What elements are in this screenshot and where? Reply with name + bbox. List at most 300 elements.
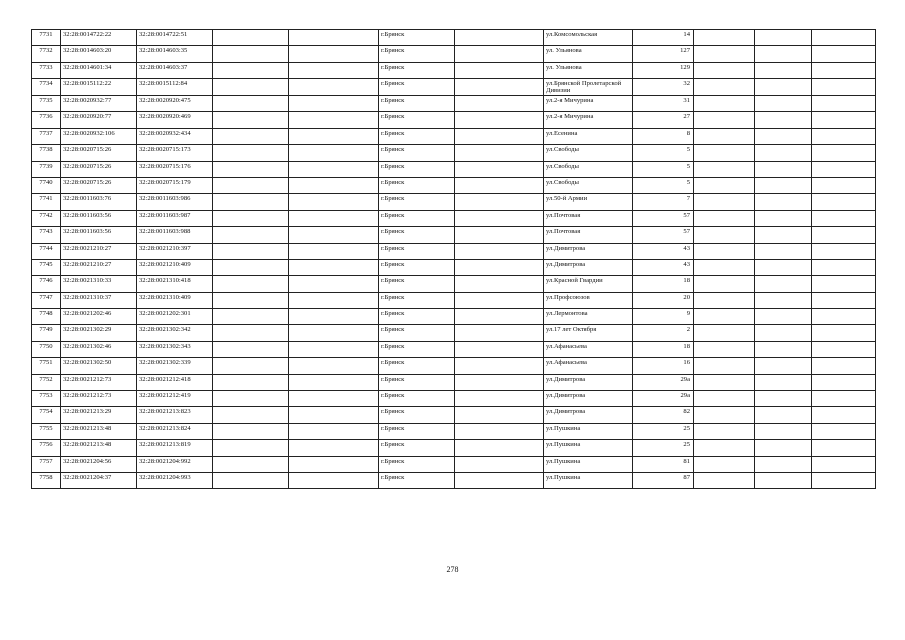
- register-table-body: [32, 30, 876, 489]
- house-number-cell: 25: [633, 440, 694, 456]
- row-number-cell: 7753: [32, 391, 61, 407]
- house-number-cell: 127: [633, 46, 694, 62]
- cadastral-number-cell: 32:28:0021302:46: [61, 341, 137, 357]
- empty-cell: [694, 145, 755, 161]
- row-number-cell: 7757: [32, 456, 61, 472]
- empty-cell: [455, 407, 544, 423]
- premise-cadastral-number-cell: 32:28:0020932:434: [137, 128, 213, 144]
- premise-cadastral-number-cell: 32:28:0020715:179: [137, 177, 213, 193]
- empty-cell: [289, 374, 379, 390]
- empty-cell: [213, 423, 289, 439]
- empty-cell: [455, 210, 544, 226]
- empty-cell: [812, 374, 876, 390]
- empty-cell: [455, 440, 544, 456]
- cadastral-number-cell: 32:28:0020920:77: [61, 112, 137, 128]
- empty-cell: [455, 62, 544, 78]
- table-row: [32, 259, 876, 275]
- cadastral-number-cell: 32:28:0021212:73: [61, 391, 137, 407]
- cadastral-number-cell: 32:28:0015112:22: [61, 79, 137, 96]
- row-number-cell: 7738: [32, 145, 61, 161]
- cadastral-number-cell: 32:28:0011603:56: [61, 210, 137, 226]
- cadastral-number-cell: 32:28:0021210:27: [61, 243, 137, 259]
- empty-cell: [812, 440, 876, 456]
- empty-cell: [213, 407, 289, 423]
- empty-cell: [213, 46, 289, 62]
- empty-cell: [213, 112, 289, 128]
- empty-cell: [812, 391, 876, 407]
- empty-cell: [812, 456, 876, 472]
- premise-cadastral-number-cell: 32:28:0014603:37: [137, 62, 213, 78]
- row-number-cell: 7734: [32, 79, 61, 96]
- house-number-cell: 82: [633, 407, 694, 423]
- empty-cell: [755, 79, 812, 96]
- cadastral-number-cell: 32:28:0020715:26: [61, 145, 137, 161]
- street-cell: ул.Почтовая: [544, 227, 633, 243]
- house-number-cell: 5: [633, 161, 694, 177]
- empty-cell: [213, 440, 289, 456]
- house-number-cell: 32: [633, 79, 694, 96]
- table-row: [32, 423, 876, 439]
- table-row: [32, 46, 876, 62]
- empty-cell: [755, 391, 812, 407]
- empty-cell: [289, 358, 379, 374]
- empty-cell: [812, 161, 876, 177]
- empty-cell: [694, 79, 755, 96]
- house-number-cell: 16: [633, 358, 694, 374]
- city-cell: г.Брянск: [379, 276, 455, 292]
- cadastral-number-cell: 32:28:0021213:29: [61, 407, 137, 423]
- empty-cell: [455, 276, 544, 292]
- table-row: [32, 243, 876, 259]
- city-cell: г.Брянск: [379, 374, 455, 390]
- city-cell: г.Брянск: [379, 391, 455, 407]
- table-row: [32, 341, 876, 357]
- street-cell: ул.Есенина: [544, 128, 633, 144]
- empty-cell: [455, 391, 544, 407]
- empty-cell: [213, 194, 289, 210]
- empty-cell: [213, 210, 289, 226]
- cadastral-number-cell: 32:28:0021213:48: [61, 423, 137, 439]
- empty-cell: [455, 259, 544, 275]
- city-cell: г.Брянск: [379, 243, 455, 259]
- empty-cell: [812, 276, 876, 292]
- empty-cell: [213, 358, 289, 374]
- city-cell: г.Брянск: [379, 227, 455, 243]
- street-cell: ул.Профсоюзов: [544, 292, 633, 308]
- city-cell: г.Брянск: [379, 325, 455, 341]
- empty-cell: [213, 79, 289, 96]
- empty-cell: [213, 243, 289, 259]
- empty-cell: [694, 112, 755, 128]
- house-number-cell: 129: [633, 62, 694, 78]
- empty-cell: [213, 292, 289, 308]
- empty-cell: [694, 309, 755, 325]
- empty-cell: [812, 96, 876, 112]
- row-number-cell: 7754: [32, 407, 61, 423]
- empty-cell: [812, 243, 876, 259]
- table-row: [32, 407, 876, 423]
- house-number-cell: 27: [633, 112, 694, 128]
- empty-cell: [694, 259, 755, 275]
- empty-cell: [694, 194, 755, 210]
- empty-cell: [755, 407, 812, 423]
- row-number-cell: 7733: [32, 62, 61, 78]
- premise-cadastral-number-cell: 32:28:0021212:419: [137, 391, 213, 407]
- table-row: [32, 62, 876, 78]
- house-number-cell: 8: [633, 128, 694, 144]
- empty-cell: [455, 325, 544, 341]
- street-cell: ул.Комсомольская: [544, 30, 633, 46]
- empty-cell: [812, 358, 876, 374]
- row-number-cell: 7751: [32, 358, 61, 374]
- street-cell: ул. Ульянова: [544, 62, 633, 78]
- table-row: [32, 112, 876, 128]
- empty-cell: [812, 145, 876, 161]
- empty-cell: [455, 161, 544, 177]
- empty-cell: [755, 276, 812, 292]
- premise-cadastral-number-cell: 32:28:0021302:339: [137, 358, 213, 374]
- row-number-cell: 7756: [32, 440, 61, 456]
- row-number-cell: 7735: [32, 96, 61, 112]
- street-cell: ул.Почтовая: [544, 210, 633, 226]
- empty-cell: [213, 309, 289, 325]
- empty-cell: [455, 30, 544, 46]
- empty-cell: [455, 46, 544, 62]
- row-number-cell: 7743: [32, 227, 61, 243]
- table-row: [32, 276, 876, 292]
- street-cell: ул.Лермонтова: [544, 309, 633, 325]
- empty-cell: [755, 259, 812, 275]
- empty-cell: [455, 374, 544, 390]
- cadastral-number-cell: 32:28:0020715:26: [61, 177, 137, 193]
- empty-cell: [455, 112, 544, 128]
- empty-cell: [694, 325, 755, 341]
- house-number-cell: 57: [633, 227, 694, 243]
- cadastral-number-cell: 32:28:0021204:56: [61, 456, 137, 472]
- house-number-cell: 29а: [633, 374, 694, 390]
- empty-cell: [455, 194, 544, 210]
- empty-cell: [755, 243, 812, 259]
- house-number-cell: 29а: [633, 391, 694, 407]
- empty-cell: [213, 30, 289, 46]
- row-number-cell: 7744: [32, 243, 61, 259]
- premise-cadastral-number-cell: 32:28:0021302:342: [137, 325, 213, 341]
- city-cell: г.Брянск: [379, 292, 455, 308]
- cadastral-number-cell: 32:28:0021212:73: [61, 374, 137, 390]
- empty-cell: [455, 79, 544, 96]
- premise-cadastral-number-cell: 32:28:0021204:992: [137, 456, 213, 472]
- city-cell: г.Брянск: [379, 341, 455, 357]
- empty-cell: [812, 62, 876, 78]
- row-number-cell: 7746: [32, 276, 61, 292]
- table-row: [32, 292, 876, 308]
- empty-cell: [812, 341, 876, 357]
- table-row: [32, 325, 876, 341]
- empty-cell: [213, 227, 289, 243]
- empty-cell: [694, 62, 755, 78]
- empty-cell: [755, 440, 812, 456]
- table-row: [32, 440, 876, 456]
- premise-cadastral-number-cell: 32:28:0014603:35: [137, 46, 213, 62]
- premise-cadastral-number-cell: 32:28:0021310:418: [137, 276, 213, 292]
- table-row: [32, 374, 876, 390]
- empty-cell: [755, 177, 812, 193]
- table-row: [32, 79, 876, 96]
- city-cell: г.Брянск: [379, 440, 455, 456]
- house-number-cell: 5: [633, 145, 694, 161]
- empty-cell: [694, 341, 755, 357]
- empty-cell: [812, 210, 876, 226]
- empty-cell: [694, 440, 755, 456]
- city-cell: г.Брянск: [379, 30, 455, 46]
- cadastral-number-cell: 32:28:0020715:26: [61, 161, 137, 177]
- premise-cadastral-number-cell: 32:28:0021213:819: [137, 440, 213, 456]
- empty-cell: [812, 423, 876, 439]
- table-row: [32, 30, 876, 46]
- premise-cadastral-number-cell: 32:28:0015112:84: [137, 79, 213, 96]
- street-cell: ул.Свободы: [544, 161, 633, 177]
- row-number-cell: 7758: [32, 473, 61, 489]
- cadastral-number-cell: 32:28:0021202:46: [61, 309, 137, 325]
- house-number-cell: 25: [633, 423, 694, 439]
- cadastral-number-cell: 32:28:0021302:29: [61, 325, 137, 341]
- city-cell: г.Брянск: [379, 259, 455, 275]
- city-cell: г.Брянск: [379, 473, 455, 489]
- city-cell: г.Брянск: [379, 423, 455, 439]
- city-cell: г.Брянск: [379, 128, 455, 144]
- empty-cell: [694, 391, 755, 407]
- cadastral-number-cell: 32:28:0021213:48: [61, 440, 137, 456]
- empty-cell: [213, 62, 289, 78]
- house-number-cell: 5: [633, 177, 694, 193]
- empty-cell: [289, 407, 379, 423]
- house-number-cell: 7: [633, 194, 694, 210]
- house-number-cell: 57: [633, 210, 694, 226]
- empty-cell: [755, 128, 812, 144]
- empty-cell: [289, 440, 379, 456]
- street-cell: ул.Пушкина: [544, 456, 633, 472]
- city-cell: г.Брянск: [379, 112, 455, 128]
- empty-cell: [812, 46, 876, 62]
- empty-cell: [812, 112, 876, 128]
- row-number-cell: 7740: [32, 177, 61, 193]
- cadastral-number-cell: 32:28:0021210:27: [61, 259, 137, 275]
- premise-cadastral-number-cell: 32:28:0021310:409: [137, 292, 213, 308]
- street-cell: ул. Ульянова: [544, 46, 633, 62]
- empty-cell: [289, 145, 379, 161]
- empty-cell: [289, 276, 379, 292]
- empty-cell: [755, 96, 812, 112]
- empty-cell: [213, 391, 289, 407]
- empty-cell: [694, 128, 755, 144]
- empty-cell: [289, 177, 379, 193]
- premise-cadastral-number-cell: 32:28:0021213:823: [137, 407, 213, 423]
- empty-cell: [694, 276, 755, 292]
- street-cell: ул.Димитрова: [544, 407, 633, 423]
- premise-cadastral-number-cell: 32:28:0014722:51: [137, 30, 213, 46]
- row-number-cell: 7732: [32, 46, 61, 62]
- empty-cell: [812, 177, 876, 193]
- street-cell: ул.Димитрова: [544, 391, 633, 407]
- cadastral-number-cell: 32:28:0011603:76: [61, 194, 137, 210]
- empty-cell: [812, 194, 876, 210]
- empty-cell: [455, 456, 544, 472]
- row-number-cell: 7755: [32, 423, 61, 439]
- empty-cell: [455, 128, 544, 144]
- register-table: [31, 29, 876, 489]
- empty-cell: [213, 259, 289, 275]
- empty-cell: [289, 325, 379, 341]
- cadastral-number-cell: 32:28:0011603:56: [61, 227, 137, 243]
- house-number-cell: 14: [633, 30, 694, 46]
- empty-cell: [289, 456, 379, 472]
- city-cell: г.Брянск: [379, 210, 455, 226]
- street-cell: ул.17 лет Октября: [544, 325, 633, 341]
- premise-cadastral-number-cell: 32:28:0020920:469: [137, 112, 213, 128]
- premise-cadastral-number-cell: 32:28:0021210:397: [137, 243, 213, 259]
- empty-cell: [694, 210, 755, 226]
- empty-cell: [455, 473, 544, 489]
- empty-cell: [755, 30, 812, 46]
- street-cell: ул.Красной Гвардии: [544, 276, 633, 292]
- empty-cell: [289, 473, 379, 489]
- empty-cell: [755, 194, 812, 210]
- empty-cell: [812, 473, 876, 489]
- city-cell: г.Брянск: [379, 177, 455, 193]
- table-row: [32, 145, 876, 161]
- empty-cell: [289, 391, 379, 407]
- street-cell: ул.50-й Армии: [544, 194, 633, 210]
- house-number-cell: 20: [633, 292, 694, 308]
- city-cell: г.Брянск: [379, 62, 455, 78]
- street-cell: ул.Афанасьева: [544, 358, 633, 374]
- premise-cadastral-number-cell: 32:28:0020715:176: [137, 161, 213, 177]
- row-number-cell: 7741: [32, 194, 61, 210]
- premise-cadastral-number-cell: 32:28:0021213:824: [137, 423, 213, 439]
- premise-cadastral-number-cell: 32:28:0020920:475: [137, 96, 213, 112]
- premise-cadastral-number-cell: 32:28:0011603:987: [137, 210, 213, 226]
- cadastral-number-cell: 32:28:0021204:37: [61, 473, 137, 489]
- empty-cell: [694, 227, 755, 243]
- empty-cell: [694, 423, 755, 439]
- city-cell: г.Брянск: [379, 96, 455, 112]
- empty-cell: [289, 309, 379, 325]
- empty-cell: [755, 62, 812, 78]
- empty-cell: [755, 423, 812, 439]
- empty-cell: [289, 292, 379, 308]
- street-cell: ул.Свободы: [544, 177, 633, 193]
- house-number-cell: 81: [633, 456, 694, 472]
- house-number-cell: 9: [633, 309, 694, 325]
- cadastral-number-cell: 32:28:0020932:77: [61, 96, 137, 112]
- house-number-cell: 18: [633, 341, 694, 357]
- table-row: [32, 177, 876, 193]
- house-number-cell: 18: [633, 276, 694, 292]
- empty-cell: [755, 46, 812, 62]
- empty-cell: [755, 456, 812, 472]
- empty-cell: [213, 276, 289, 292]
- empty-cell: [755, 325, 812, 341]
- empty-cell: [455, 145, 544, 161]
- empty-cell: [289, 194, 379, 210]
- empty-cell: [755, 112, 812, 128]
- empty-cell: [455, 227, 544, 243]
- row-number-cell: 7736: [32, 112, 61, 128]
- table-row: [32, 194, 876, 210]
- empty-cell: [755, 473, 812, 489]
- cadastral-number-cell: 32:28:0021310:37: [61, 292, 137, 308]
- empty-cell: [755, 309, 812, 325]
- city-cell: г.Брянск: [379, 46, 455, 62]
- house-number-cell: 43: [633, 243, 694, 259]
- empty-cell: [289, 96, 379, 112]
- empty-cell: [694, 473, 755, 489]
- empty-cell: [213, 325, 289, 341]
- premise-cadastral-number-cell: 32:28:0011603:986: [137, 194, 213, 210]
- row-number-cell: 7749: [32, 325, 61, 341]
- house-number-cell: 31: [633, 96, 694, 112]
- empty-cell: [694, 243, 755, 259]
- table-row: [32, 161, 876, 177]
- empty-cell: [812, 227, 876, 243]
- empty-cell: [694, 374, 755, 390]
- row-number-cell: 7748: [32, 309, 61, 325]
- table-row: [32, 358, 876, 374]
- house-number-cell: 87: [633, 473, 694, 489]
- empty-cell: [455, 243, 544, 259]
- premise-cadastral-number-cell: 32:28:0021204:993: [137, 473, 213, 489]
- street-cell: ул.Брянской Пролетарской Дивизии: [544, 79, 633, 96]
- row-number-cell: 7747: [32, 292, 61, 308]
- empty-cell: [755, 161, 812, 177]
- empty-cell: [694, 292, 755, 308]
- row-number-cell: 7739: [32, 161, 61, 177]
- street-cell: ул.Димитрова: [544, 259, 633, 275]
- empty-cell: [812, 407, 876, 423]
- empty-cell: [455, 177, 544, 193]
- house-number-cell: 43: [633, 259, 694, 275]
- city-cell: г.Брянск: [379, 407, 455, 423]
- city-cell: г.Брянск: [379, 145, 455, 161]
- empty-cell: [455, 341, 544, 357]
- empty-cell: [289, 30, 379, 46]
- city-cell: г.Брянск: [379, 358, 455, 374]
- cadastral-number-cell: 32:28:0014603:20: [61, 46, 137, 62]
- table-row: [32, 391, 876, 407]
- empty-cell: [289, 259, 379, 275]
- empty-cell: [755, 227, 812, 243]
- row-number-cell: 7745: [32, 259, 61, 275]
- empty-cell: [812, 128, 876, 144]
- empty-cell: [694, 358, 755, 374]
- empty-cell: [812, 292, 876, 308]
- empty-cell: [694, 161, 755, 177]
- empty-cell: [694, 177, 755, 193]
- empty-cell: [213, 161, 289, 177]
- empty-cell: [455, 358, 544, 374]
- street-cell: ул.2-я Мичурина: [544, 96, 633, 112]
- empty-cell: [289, 341, 379, 357]
- premise-cadastral-number-cell: 32:28:0021202:301: [137, 309, 213, 325]
- street-cell: ул.Пушкина: [544, 423, 633, 439]
- table-row: [32, 309, 876, 325]
- empty-cell: [289, 243, 379, 259]
- empty-cell: [694, 96, 755, 112]
- empty-cell: [213, 128, 289, 144]
- empty-cell: [289, 210, 379, 226]
- empty-cell: [289, 161, 379, 177]
- empty-cell: [755, 145, 812, 161]
